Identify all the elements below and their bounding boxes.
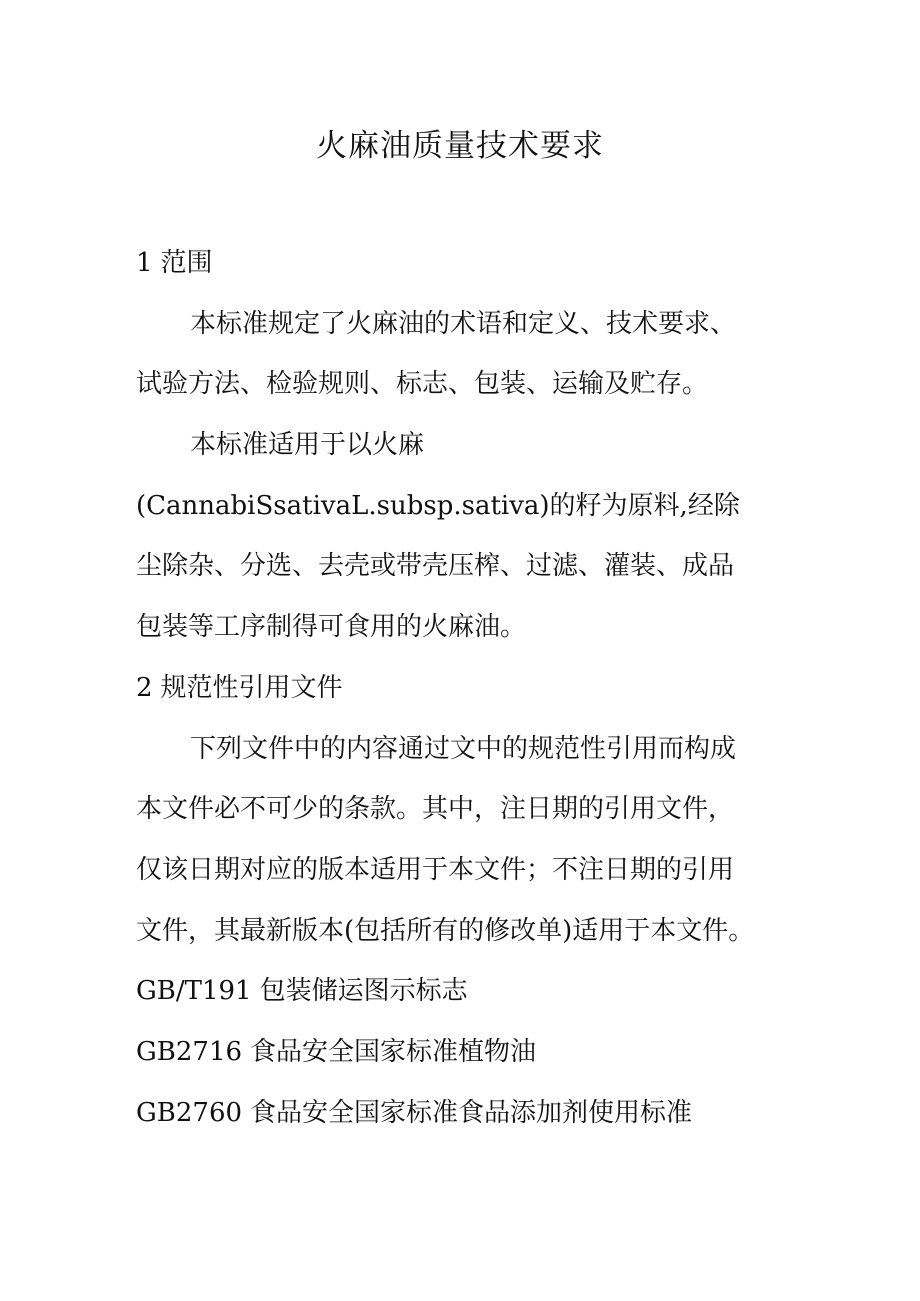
section-title: 规范性引用文件	[160, 672, 343, 703]
reference-item	[136, 961, 816, 1022]
paragraph-line: (CannabiSsativaL.subsp.sativa)的籽为原料,经除	[136, 490, 740, 521]
paragraph-line: 试验方法、检验规则、标志、包装、运输及贮存。	[136, 369, 709, 400]
section-title: 范围	[160, 248, 213, 278]
reference-code: GB2716	[136, 1036, 243, 1067]
paragraph-line: 尘除杂、分选、去壳或带壳压榨、过滤、灌装、成品	[136, 551, 735, 582]
section-number: 2	[136, 672, 153, 703]
paragraph-line: 下列文件中的内容通过文中的规范性引用而构成	[190, 733, 737, 764]
reference-name: 包装储运图示标志	[259, 976, 468, 1007]
reference-name: 食品安全国家标准食品添加剂使用标准	[250, 1097, 693, 1128]
paragraph-line: 文件，其最新版本(包括所有的修改单)适用于本文件。	[136, 915, 755, 946]
reference-code: GB2760	[136, 1097, 243, 1128]
reference-code: GB/T191	[136, 976, 252, 1007]
section-number: 1	[136, 248, 153, 278]
reference-item	[136, 1022, 816, 1083]
reference-name: 食品安全国家标准植物油	[250, 1036, 537, 1067]
document-body	[136, 233, 816, 1143]
paragraph-line: 本文件必不可少的条款。其中，注日期的引用文件，	[136, 794, 735, 825]
paragraph-line: 包装等工序制得可食用的火麻油。	[136, 612, 527, 643]
document-title: 火麻油质量技术要求	[316, 128, 604, 164]
paragraph-line: 本标准规定了火麻油的术语和定义、技术要求、	[190, 308, 737, 339]
reference-item	[136, 1083, 816, 1144]
paragraph-line: 本标准适用于以火麻	[190, 430, 425, 461]
section-heading	[136, 658, 816, 719]
paragraph-line: 仅该日期对应的版本适用于本文件；不注日期的引用	[136, 854, 735, 885]
section-heading	[136, 233, 816, 294]
